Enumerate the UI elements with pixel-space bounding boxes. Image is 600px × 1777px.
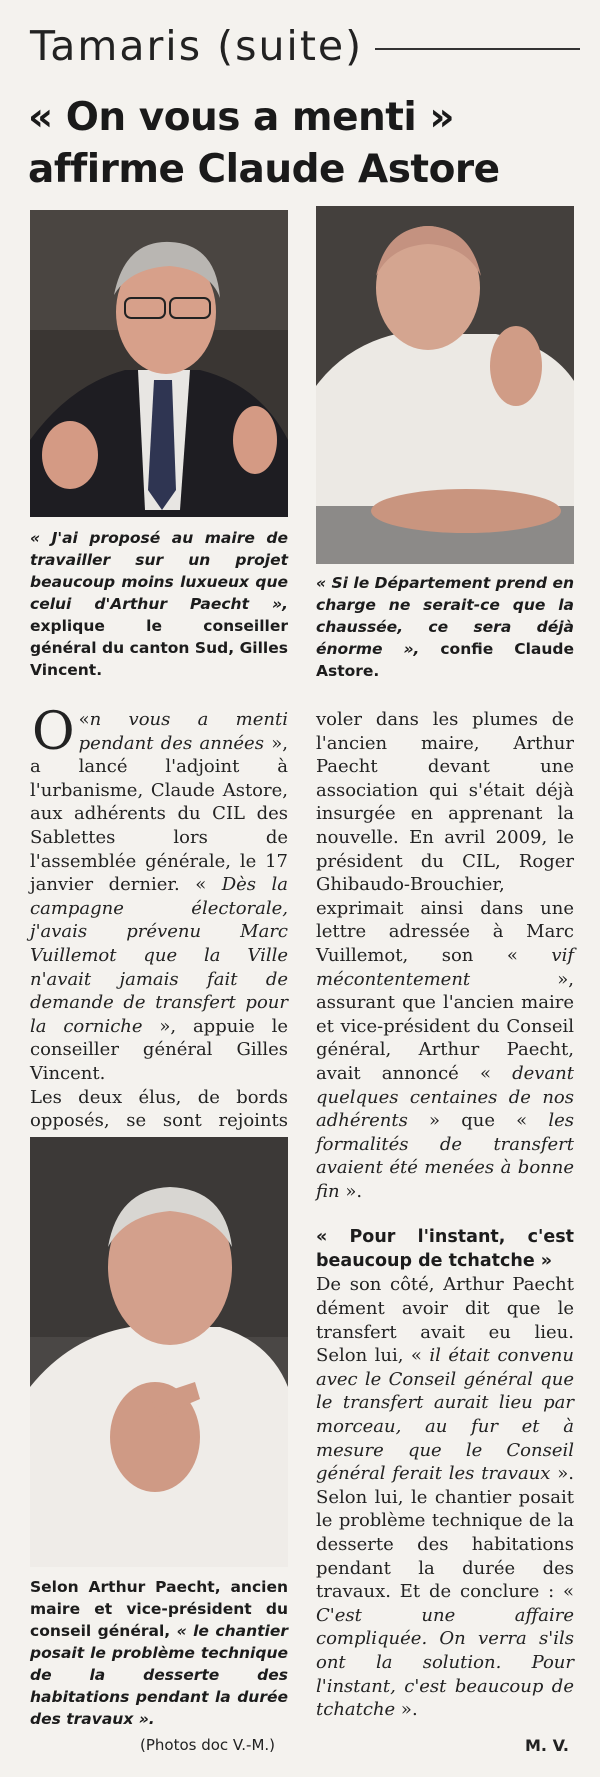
headline [28, 92, 588, 196]
kicker-text: Tamaris (suite) [30, 22, 364, 70]
article-text-6: ». [339, 1180, 363, 1202]
article-paragraph-3 [316, 708, 574, 1203]
article-quote-3: vif mécontentement [316, 944, 574, 990]
article-subhead: « Pour l'instant, c'est beaucoup de tchatche » [316, 1227, 574, 1272]
caption-gilles-vincent-quote: « J'ai proposé au maire de travailler sur un projet beaucoup moins luxueux que celui d'Arthur Paecht », [30, 529, 288, 613]
article-column-right [316, 708, 574, 1722]
section-kicker [30, 20, 580, 72]
photo-claude-astore-image [316, 206, 574, 564]
photo-claude-astore [316, 206, 574, 564]
photo-arthur-paecht [30, 1137, 288, 1567]
article-quote-4: devant quelques centaines de nos adhérents [316, 1062, 574, 1132]
article-quote-5: les formalités de transfert avaient été menées à bonne fin [316, 1110, 574, 1202]
article-quote-1: n vous a menti pendant des années [78, 709, 288, 754]
article-text-3: voler dans les plumes de l'ancien maire, Arthur Paecht devant une association qui s'était déjà insurgée en apprenant la nouvelle. En avril 2009, le président du CIL, Roger Ghibaudo-Brouchier, exprimait ainsi dans une lettre adressée à Marc Vuillemot, son « [316, 709, 574, 966]
article-text-7: De son côté, Arthur Paecht dément avoir dit que le transfert avait eu lieu. Selon lui, « [316, 1274, 574, 1367]
photo-arthur-paecht-image [30, 1137, 288, 1567]
article-paragraph-4 [316, 1273, 574, 1721]
article-text-8: ». Selon lui, le chantier posait le problème technique de la desserte des habitations pendant la durée des travaux. Et de conclure : « [316, 1463, 574, 1603]
photo-credit: (Photos doc V.-M.) [140, 1736, 276, 1754]
kicker-rule [375, 48, 580, 50]
article-text-9: ». [395, 1699, 418, 1721]
caption-claude-astore-text: confie Claude Astore. [316, 640, 574, 680]
article-text-5: » que « [407, 1110, 549, 1132]
article-quote-2: Dès la campagne électorale, j'avais prévenu Marc Vuillemot que la Ville n'avait jamais fait de demande de transfert pour la corniche [30, 874, 288, 1037]
headline-line-2: affirme Claude Astore [28, 147, 500, 192]
article-text-4: », assurant que l'ancien maire et vice-président du Conseil général, Arthur Paecht, avait annoncé « [316, 968, 574, 1084]
drop-cap: O [32, 702, 75, 762]
article-text-2: », appuie le conseiller général Gilles Vincent. [30, 1015, 288, 1084]
author-signature: M. V. [525, 1736, 569, 1755]
article-quote-7: C'est une affaire compliquée. On verra s'ils ont la solution. Pour l'instant, c'est beaucoup de tchatche [316, 1604, 574, 1721]
caption-gilles-vincent-text: explique le conseiller général du canton Sud, Gilles Vincent. [30, 617, 288, 679]
article-paragraph-1 [30, 702, 288, 1086]
article-quote-6: il était convenu avec le Conseil général que le transfert aurait lieu par morceau, au fur et à mesure que le Conseil général ferait les travaux [316, 1345, 574, 1485]
photo-gilles-vincent [30, 210, 288, 517]
caption-arthur-paecht-lead: Selon Arthur Paecht, ancien maire et vice-président du conseil général, [30, 1578, 288, 1640]
caption-gilles-vincent [30, 527, 288, 681]
headline-line-1: « On vous a menti » [28, 95, 455, 140]
article-column-left [30, 702, 288, 1156]
caption-claude-astore [316, 572, 574, 682]
caption-arthur-paecht [30, 1576, 288, 1730]
caption-arthur-paecht-quote: « le chantier posait le problème technique de la desserte des habitations pendant la durée des travaux ». [30, 1622, 288, 1728]
caption-claude-astore-quote: « Si le Département prend en charge ne serait-ce que la chaussée, ce sera déjà énorme », [316, 574, 574, 658]
article-paragraph-2: Les deux élus, de bords opposés, se sont rejoints [30, 1086, 288, 1132]
opening-quote-mark: « [78, 709, 90, 730]
photo-gilles-vincent-image [30, 210, 288, 517]
article-text-1: », a lancé l'adjoint à l'urbanisme, Claude Astore, aux adhérents du CIL des Sablettes lors de l'assemblée générale, le 17 janvier dernier. « [30, 732, 288, 896]
